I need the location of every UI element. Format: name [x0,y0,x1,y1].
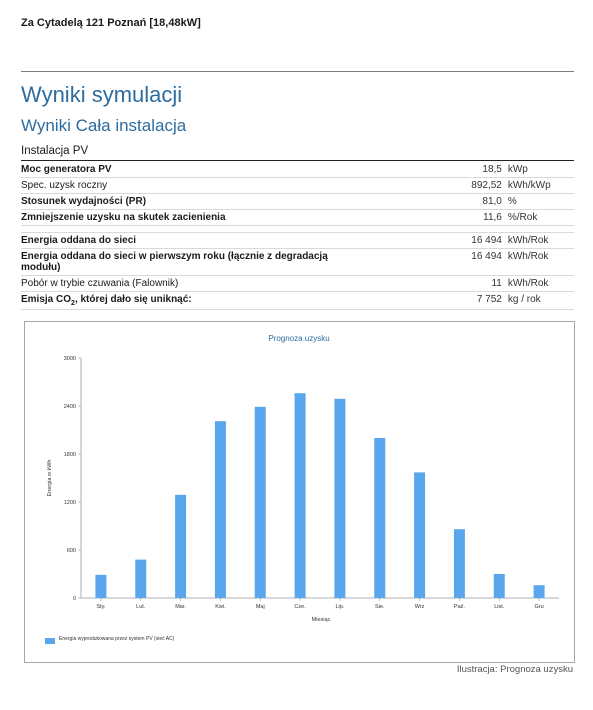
bar [494,574,505,598]
param-unit: kg / rok [508,292,574,310]
y-tick-label: 1200 [63,500,76,506]
y-tick-label: 0 [72,596,76,602]
y-axis-label: Energia w kWh [47,459,53,497]
table-row [21,210,574,226]
x-tick-label: Lip. [335,604,345,610]
bar [135,560,146,598]
x-tick-label: Maj [255,604,265,610]
bar [215,421,226,598]
table-row [21,194,574,210]
param-value: 18,5 [362,162,508,178]
page-header-title: Za Cytadelą 121 Poznań [18,48kW] [21,17,201,29]
chart-title: Prognoza uzysku [268,334,330,343]
subsection-divider [21,160,574,161]
x-tick-label: Gru [534,604,544,610]
param-unit: % [508,194,574,210]
legend-swatch [45,638,55,644]
x-tick-label: Sty. [96,604,106,610]
param-value: 81,0 [362,194,508,210]
param-label-sub: 2 [71,300,75,307]
table-row [21,178,574,194]
param-label: Stosunek wydajności (PR) [21,194,362,210]
parameters-table [21,162,574,310]
page-title: Wyniki symulacji [21,82,183,107]
y-tick-label: 1800 [63,452,76,458]
table-row [21,233,574,249]
table-row [21,276,574,292]
param-value: 11,6 [362,210,508,226]
table-spacer [21,226,574,233]
bar [454,529,465,598]
param-unit: kWh/kWp [508,178,574,194]
y-tick-label: 3000 [63,356,76,362]
param-label: Pobór w trybie czuwania (Falownik) [21,276,362,292]
y-tick-label: 600 [66,548,76,554]
legend-label: Energia wyprodukowana przez system PV (sieć AC) [59,636,175,642]
bar [175,495,186,598]
chart-frame [24,321,575,663]
param-unit: kWp [508,162,574,178]
x-axis-label: Miesiąc [311,617,331,623]
param-unit: %/Rok [508,210,574,226]
param-label-pre: Emisja CO [21,294,72,305]
param-unit: kWh/Rok [508,249,574,276]
bar [295,393,306,598]
x-tick-label: Wrz [414,604,425,610]
bar [414,472,425,598]
bar [534,585,545,598]
param-label [21,292,362,310]
header-divider [21,71,574,72]
bar [334,399,345,598]
param-value: 892,52 [362,178,508,194]
x-tick-label: Lut. [136,604,146,610]
x-tick-label: Paź. [453,604,465,610]
y-tick-label: 2400 [63,404,76,410]
bar [95,575,106,598]
param-label-post: , której dało się uniknąć: [74,294,192,305]
param-label: Energia oddana do sieci [21,233,362,249]
param-unit: kWh/Rok [508,233,574,249]
x-tick-label: Mar. [175,604,186,610]
x-tick-label: Kwi. [215,604,226,610]
yield-forecast-chart [25,322,574,662]
param-label: Moc generatora PV [21,162,362,178]
x-tick-label: List. [494,604,505,610]
param-value: 16 494 [362,249,508,276]
subsection-title: Instalacja PV [21,145,89,157]
param-value: 11 [362,276,508,292]
bar [255,407,266,598]
x-tick-label: Sie. [375,604,385,610]
param-value: 7 752 [362,292,508,310]
table-row [21,162,574,178]
param-label: Spec. uzysk roczny [21,178,362,194]
x-tick-label: Cze. [294,604,306,610]
param-value: 16 494 [362,233,508,249]
param-label: Zmniejszenie uzysku na skutek zacienienia [21,210,362,226]
table-row [21,292,574,310]
figure-caption: Ilustracja: Prognoza uzysku [456,664,573,675]
param-unit: kWh/Rok [508,276,574,292]
section-heading: Wyniki Cała instalacja [21,116,187,135]
table-row [21,249,574,276]
bar [374,438,385,598]
param-label: Energia oddana do sieci w pierwszym roku (łącznie z degradacją modułu) [21,249,362,276]
